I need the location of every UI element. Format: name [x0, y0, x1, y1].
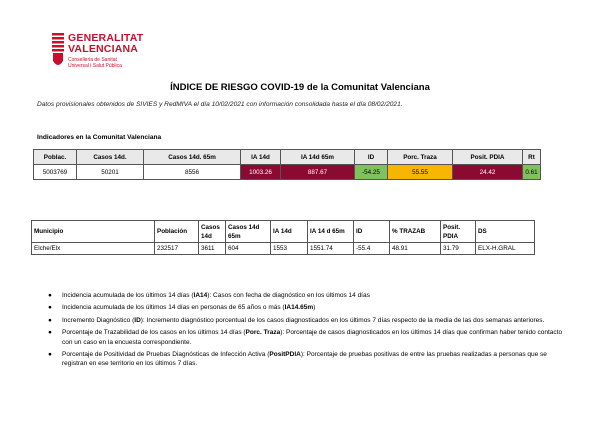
definitions-list: [48, 291, 568, 372]
cell-casos-14d-65m: 604: [226, 243, 271, 255]
col-header: ID: [355, 150, 388, 165]
logo-department: [68, 57, 143, 69]
data-source-note: Datos provisionales obtenidos de SIVIES y RedMIVA el día 10/02/2021 con información consolidada hasta el día 08/02/2021.: [37, 101, 403, 108]
list-item: ● Incremento Diagnóstico (ID): Incremento diagnóstico porcentual de los casos diagnosticados en los últimos 7 días respecto de la media de las dos semanas anteriores.: [48, 316, 545, 324]
col-header: IA 14d: [241, 150, 281, 165]
page-title: ÍNDICE DE RIESGO COVID-19 de la Comunitat Valenciana: [170, 82, 430, 93]
municipality-table: [31, 220, 535, 255]
col-header: Rt: [523, 150, 541, 165]
bullet-icon: ●: [48, 329, 52, 337]
cell-poblacion: 232517: [155, 243, 199, 255]
cell-casos-14d: 3611: [199, 243, 226, 255]
cell-municipio: Elche/Elx: [32, 243, 155, 255]
bullet-icon: ●: [48, 316, 52, 324]
table-header-row: [34, 150, 541, 165]
col-header: Municipio: [32, 221, 155, 243]
table-row: [32, 243, 535, 255]
cell-posit-pdia: 24.42: [453, 165, 523, 180]
col-header: IA 14 d 65m: [308, 221, 354, 243]
col-header: Casos 14d. 65m: [144, 150, 241, 165]
list-item: ● Incidencia acumulada de los últimos 14 días (IA14): Casos con fecha de diagnóstico en los últimos 14 días: [48, 292, 370, 299]
col-header: DS: [476, 221, 535, 243]
cell-ia-14d-65m: 1551.74: [308, 243, 354, 255]
cv-indicators-table: [33, 149, 541, 180]
logo-sub-2: Universal i Salut Pública: [68, 63, 122, 69]
bullet-icon: ●: [48, 292, 52, 299]
cell-casos-14d: 50201: [77, 165, 144, 180]
cell-ds: ELX-H.GRAL: [476, 243, 535, 255]
col-header: ID: [354, 221, 390, 243]
col-header: Casos 14d 65m: [226, 221, 271, 243]
col-header: Población: [155, 221, 199, 243]
bullet-icon: ●: [48, 351, 52, 359]
section-label: Indicadores en la Comunitat Valenciana: [37, 134, 162, 141]
generalitat-emblem-icon: [52, 33, 64, 69]
col-header: Poblac.: [34, 150, 77, 165]
cell-casos-14d-65m: 8556: [144, 165, 241, 180]
logo-line-2: VALENCIANA: [68, 43, 139, 55]
cell-rt: 0.61: [523, 165, 541, 180]
table-header-row: [32, 221, 535, 243]
cell-ia-14d-65m: 887.67: [281, 165, 355, 180]
cell-ia-14d: 1553: [271, 243, 308, 255]
bullet-icon: ●: [48, 304, 52, 312]
cell-id: -55.4: [354, 243, 390, 255]
logo-line-1: GENERALITAT: [68, 32, 144, 44]
col-header: IA 14d 65m: [281, 150, 355, 165]
list-item: ● Incidencia acumulada de los últimos 14 días en personas de 65 años o más (IA14.65m): [48, 304, 316, 312]
col-header: Posit. PDIA: [441, 221, 476, 243]
cell-posit-pdia: 31.79: [441, 243, 476, 255]
col-header: IA 14d: [271, 221, 308, 243]
logo-sub-1: Conselleria de Sanitat: [68, 57, 117, 63]
logo-text: [68, 33, 143, 69]
col-header: Posit. PDIA: [453, 150, 523, 165]
cell-trazab: 48.91: [390, 243, 441, 255]
cell-ia-14d: 1003.26: [241, 165, 281, 180]
col-header: Casos 14d: [199, 221, 226, 243]
col-header: Porc. Traza: [388, 150, 453, 165]
col-header: Casos 14d.: [77, 150, 144, 165]
col-header: % TRAZAB: [390, 221, 441, 243]
list-item: ● Porcentaje de Trazabilidad de los casos en los últimos 14 días (Porc. Traza): Porcentaje de casos diagnosticados en los últimos 14 días que confirman haber tenido contacto con un caso en la encuesta correspondiente.: [48, 329, 563, 346]
generalitat-logo: [52, 33, 172, 83]
cell-id: -54.25: [355, 165, 388, 180]
list-item: ● Porcentaje de Positividad de Pruebas Diagnósticas de Infección Activa (PositPDIA): Porcentaje de pruebas positivas de entre las pruebas realizadas a personas que se registran en ese territorio en los últimos 7 días.: [48, 351, 547, 368]
cell-porc-traza: 55.55: [388, 165, 453, 180]
table-row: [34, 165, 541, 180]
cell-poblacion: 5003769: [34, 165, 77, 180]
